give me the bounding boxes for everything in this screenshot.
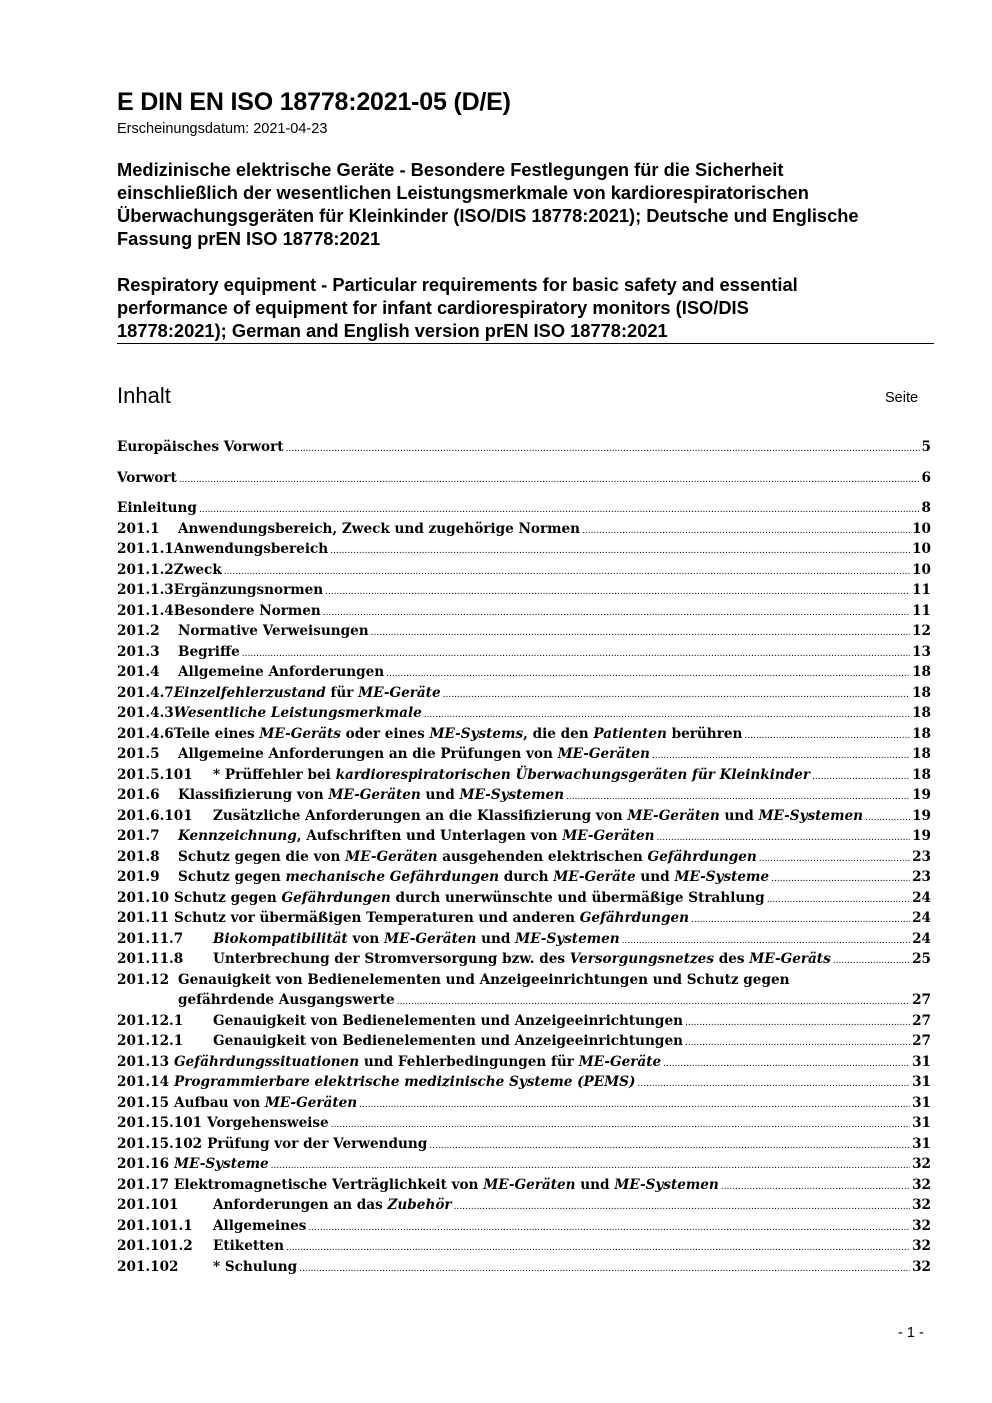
dot-leader	[663, 1054, 910, 1070]
toc-entry[interactable]	[117, 828, 931, 849]
toc-entry-page: 23	[912, 848, 931, 865]
toc-entry-number: 201.12.1	[117, 1012, 184, 1029]
toc-entry-title: Vorwort	[117, 469, 177, 486]
toc-entry-page: 31	[912, 1135, 931, 1152]
toc-entry-title-emphasis: Kennzeichnung	[178, 828, 297, 844]
toc-entry-title-part: durch unerwünschte und übermäßige Strahlung	[390, 889, 765, 906]
toc-entry-title-part: Zusätzliche Anforderungen an die Klassifizierung von	[213, 807, 628, 824]
toc-entry-title-part: Schutz gegen die von	[178, 848, 346, 865]
title-german-line: Überwachungsgeräten für Kleinkinder (ISO/DIS 18778:2021); Deutsche und Englische	[117, 205, 859, 226]
toc-entry-page: 27	[912, 1012, 931, 1029]
dot-leader	[812, 767, 910, 783]
toc-entry-title: Einleitung	[117, 500, 197, 516]
toc-entry-title	[174, 1054, 661, 1070]
toc-entry-page: 13	[912, 643, 931, 660]
toc-entry-number: 201.5.101	[117, 766, 193, 783]
toc-entry-title	[178, 828, 655, 844]
dot-leader	[771, 869, 910, 885]
toc-entry-title-part: , Aufschriften und Unterlagen von	[296, 828, 563, 844]
toc-entry-title: * Schulung	[213, 1258, 298, 1275]
toc-entry-number: 201.1.2	[117, 561, 174, 578]
title-german-line: Fassung prEN ISO 18778:2021	[117, 228, 381, 249]
toc-entry-title-part: des	[714, 951, 750, 967]
toc-entry-title-emphasis: Wesentliche Leistungsmerkmale	[173, 705, 422, 721]
dot-leader	[744, 726, 910, 742]
toc-entry-title-emphasis: ME-Geräten	[562, 828, 655, 844]
toc-entry-page: 27	[912, 1033, 931, 1049]
toc-entry-title: Prüfung vor der Verwendung	[207, 1135, 428, 1152]
toc-entry[interactable]	[117, 685, 931, 706]
dot-leader	[397, 992, 910, 1008]
toc-entry[interactable]	[117, 1013, 931, 1034]
toc-entry-page: 18	[912, 664, 931, 680]
toc-entry-title-part: von	[347, 930, 385, 947]
toc-entry-title-part: und	[420, 787, 460, 803]
toc-entry-number: 201.4.7	[117, 684, 174, 701]
toc-entry-title	[174, 705, 422, 721]
dot-leader	[359, 1095, 910, 1111]
toc-entry-title-emphasis: Zubehör	[387, 1197, 452, 1213]
toc-entry-title	[174, 685, 441, 701]
toc-entry-page: 18	[912, 705, 931, 721]
toc-entry-page: 12	[912, 623, 931, 639]
toc-entry-page: 31	[912, 1094, 931, 1111]
toc-entry[interactable]	[117, 541, 931, 562]
toc-entry[interactable]	[117, 1218, 931, 1239]
toc-entry-title-part: Allgemeine Anforderungen an die Prüfungen von	[178, 746, 558, 762]
dot-leader	[429, 1136, 910, 1152]
table-of-contents	[117, 439, 931, 1279]
toc-entry-number: 201.2	[117, 623, 160, 639]
dot-leader	[454, 1197, 911, 1213]
toc-entry-number: 201.9	[117, 869, 160, 885]
toc-entry[interactable]	[117, 644, 931, 665]
dot-leader	[691, 910, 910, 926]
toc-heading: Inhalt	[117, 383, 171, 408]
toc-entry-title-emphasis: Gefährdungssituationen	[174, 1053, 360, 1070]
dot-leader	[759, 849, 910, 865]
toc-entry-title-emphasis: ME-Geräten	[483, 1176, 576, 1193]
toc-entry-page: 8	[921, 500, 931, 516]
dot-leader	[386, 664, 910, 680]
toc-entry-number: 201.1.4	[117, 602, 174, 619]
dot-leader	[199, 500, 920, 516]
toc-entry[interactable]	[117, 562, 931, 583]
toc-entry[interactable]	[117, 951, 931, 972]
toc-entry[interactable]	[117, 1136, 931, 1157]
toc-entry-number: 201.15.102	[117, 1135, 203, 1152]
toc-entry-number: 201.12	[117, 971, 170, 988]
toc-entry-title-emphasis: Gefährdungen	[647, 848, 757, 865]
toc-entry-title-part: Elektromagnetische Verträglichkeit von	[174, 1176, 484, 1193]
toc-entry-title-part: für	[325, 684, 359, 701]
toc-entry-number: 201.12.1	[117, 1033, 184, 1049]
toc-entry-number: 201.15.101	[117, 1115, 203, 1131]
page-number: - 1 -	[898, 1325, 924, 1341]
toc-entry-title: Anwendungsbereich	[173, 541, 329, 557]
toc-entry-title: Besondere Normen	[173, 602, 321, 619]
toc-entry-number: 201.4	[117, 664, 160, 680]
toc-entry-title-part: berühren	[666, 725, 743, 742]
dot-leader	[331, 1115, 910, 1131]
toc-entry-number: 201.11.8	[117, 951, 184, 967]
toc-entry-title-part: und	[719, 807, 759, 824]
toc-entry-title	[174, 1156, 269, 1172]
toc-entry-title-part: , die den	[523, 725, 594, 742]
toc-entry-title	[174, 1177, 719, 1193]
toc-entry-number: 201.101.2	[117, 1238, 193, 1254]
toc-entry-title	[213, 767, 810, 783]
toc-entry-title	[174, 910, 689, 926]
toc-entry-number: 201.101	[117, 1197, 179, 1213]
toc-entry-title-part: Schutz vor übermäßigen Temperaturen und anderen	[174, 910, 580, 926]
toc-entry-number: 201.10	[117, 889, 170, 906]
toc-entry-number: 201.15	[117, 1094, 170, 1111]
toc-entry-title: Normative Verweisungen	[178, 623, 369, 639]
toc-entry-title-emphasis: ME-Systemen	[459, 787, 565, 803]
toc-entry-page: 31	[912, 1115, 931, 1131]
dot-leader	[323, 603, 910, 619]
dot-leader	[286, 1238, 910, 1254]
toc-entry-title-part: ausgehenden elektrischen	[437, 848, 648, 865]
toc-entry-title-part: und Fehlerbedingungen für	[359, 1053, 579, 1070]
toc-entry-title: Allgemeine Anforderungen	[178, 664, 385, 680]
toc-entry-title: Vorgehensweise	[207, 1115, 329, 1131]
dot-leader	[685, 1033, 910, 1049]
dot-leader	[721, 1177, 910, 1193]
toc-entry-title	[213, 808, 863, 824]
toc-entry-number: 201.101.1	[117, 1217, 193, 1234]
toc-entry[interactable]	[117, 1177, 931, 1198]
toc-entry-title-emphasis: ME-Systeme	[174, 1156, 269, 1172]
toc-entry-title-part: Klassifizierung von	[178, 787, 329, 803]
toc-entry-page: 25	[912, 951, 931, 967]
toc-entry[interactable]	[117, 726, 931, 747]
toc-entry[interactable]	[117, 1054, 931, 1075]
toc-entry-title-part: oder eines	[340, 725, 430, 742]
toc-entry-page: 24	[912, 910, 931, 926]
toc-entry-title-emphasis: ME-Geräte	[553, 869, 636, 885]
toc-entry-title-emphasis: ME-Geräten	[264, 1094, 358, 1111]
toc-entry-title: Zweck	[173, 561, 222, 578]
dot-leader	[566, 787, 910, 803]
title-german-line: einschließlich der wesentlichen Leistungsmerkmale von kardiorespiratorischen	[117, 182, 809, 203]
toc-entry-page: 6	[921, 469, 931, 486]
dot-leader	[424, 705, 910, 721]
toc-entry-number: 201.16	[117, 1156, 170, 1172]
toc-entry-page: 18	[912, 766, 931, 783]
toc-entry-title	[174, 1074, 635, 1090]
toc-entry-title	[174, 890, 765, 906]
toc-entry[interactable]	[117, 1115, 931, 1136]
title-english-line: 18778:2021); German and English version prEN ISO 18778:2021	[117, 320, 668, 341]
toc-entry-number: 201.6	[117, 787, 160, 803]
toc-entry-title: Anwendungsbereich, Zweck und zugehörige Normen	[178, 520, 581, 537]
toc-entry-number: 201.7	[117, 828, 160, 844]
toc-entry-page: 5	[921, 439, 931, 455]
toc-entry-title: Europäisches Vorwort	[117, 439, 284, 455]
toc-entry-title-emphasis: Gefährdungen	[281, 889, 391, 906]
toc-entry-number: 201.102	[117, 1258, 179, 1275]
toc-entry-title-emphasis: mechanische Gefährdungen	[285, 869, 500, 885]
title-english-line: Respiratory equipment - Particular requirements for basic safety and essential	[117, 274, 798, 295]
toc-entry[interactable]	[117, 470, 931, 491]
toc-entry-title: Allgemeines	[213, 1217, 307, 1234]
toc-entry-title-emphasis: ME-Systems	[429, 725, 524, 742]
dot-leader	[308, 1218, 910, 1234]
title-german	[117, 158, 947, 250]
dot-leader	[330, 541, 910, 557]
toc-entry-number: 201.1	[117, 520, 160, 537]
toc-entry-page: 27	[912, 992, 931, 1008]
toc-entry-title: Genauigkeit von Bedienelementen und Anzeigeeinrichtungen	[213, 1012, 683, 1029]
toc-entry[interactable]	[117, 869, 931, 890]
title-divider	[117, 343, 934, 344]
toc-entry-number: 201.3	[117, 643, 160, 660]
toc-entry-title	[213, 951, 831, 967]
toc-entry-title-emphasis: kardiorespiratorischen Überwachungsgeräten für Kleinkinder	[335, 766, 811, 783]
toc-entry-title-emphasis: ME-Systemen	[515, 930, 620, 947]
toc-entry-number: 201.1.3	[117, 582, 174, 598]
toc-entry-title-emphasis: ME-Geräten	[627, 807, 720, 824]
toc-entry-title	[174, 726, 743, 742]
toc-entry-page: 31	[912, 1074, 931, 1090]
toc-entry-title: Ergänzungsnormen	[173, 582, 324, 598]
toc-entry[interactable]	[117, 767, 931, 788]
toc-entry[interactable]	[117, 890, 931, 911]
dot-leader	[179, 470, 920, 486]
toc-entry-page: 10	[912, 520, 931, 537]
toc-entry[interactable]	[117, 931, 931, 952]
toc-entry-page: 10	[912, 561, 931, 578]
toc-entry-title-emphasis: Patienten	[593, 725, 667, 742]
dot-leader	[685, 1013, 910, 1029]
document-id: E DIN EN ISO 18778:2021-05 (D/E)	[117, 88, 511, 116]
toc-entry-title: Begriffe	[178, 643, 240, 660]
toc-entry[interactable]	[117, 1197, 931, 1218]
toc-entry-title-part: und	[635, 869, 675, 885]
toc-entry-title-emphasis: ME-Geräten	[557, 746, 650, 762]
toc-entry-title-emphasis: ME-Geräts	[259, 725, 341, 742]
toc-entry-title	[178, 746, 650, 762]
dot-leader	[652, 746, 910, 762]
dot-leader	[767, 890, 910, 906]
toc-entry[interactable]	[117, 623, 931, 644]
toc-entry-title	[178, 849, 757, 865]
dot-leader	[865, 808, 910, 824]
toc-entry[interactable]	[117, 603, 931, 624]
dot-leader	[224, 562, 910, 578]
toc-entry-number: 201.17	[117, 1176, 170, 1193]
toc-entry-title-part: Anforderungen an das	[213, 1197, 388, 1213]
toc-entry-title	[178, 787, 564, 803]
toc-entry-number: 201.4.3	[117, 705, 174, 721]
toc-entry-title	[178, 869, 769, 885]
toc-entry-title-part: Unterbrechung der Stromversorgung bzw. des	[213, 951, 570, 967]
toc-entry-page: 32	[912, 1176, 931, 1193]
toc-entry-title-emphasis: Biokompatibilität	[213, 930, 348, 947]
toc-entry[interactable]	[117, 439, 931, 460]
dot-leader	[271, 1156, 910, 1172]
toc-entry-number: 201.5	[117, 746, 160, 762]
dot-leader	[299, 1259, 910, 1275]
toc-entry-title-emphasis: ME-Geräten	[384, 930, 477, 947]
toc-entry-title	[213, 1197, 452, 1213]
dot-leader	[325, 582, 910, 598]
toc-entry-title-emphasis: ME-Geräten	[328, 787, 421, 803]
toc-entry-title: Genauigkeit von Bedienelementen und Anzeigeeinrichtungen und Schutz gegen	[178, 971, 790, 988]
toc-entry-number: 201.11.7	[117, 930, 184, 947]
title-english	[117, 273, 947, 342]
toc-entry-title-part: und	[476, 930, 516, 947]
toc-entry-page: 32	[912, 1156, 931, 1172]
toc-entry-title-part: Schutz gegen	[178, 869, 286, 885]
toc-entry-title-part: durch	[499, 869, 554, 885]
dot-leader	[657, 828, 911, 844]
toc-entry[interactable]	[117, 1074, 931, 1095]
toc-entry-number: 201.11	[117, 910, 170, 926]
toc-entry-title-part: * Prüffehler bei	[213, 766, 336, 783]
toc-entry-title-emphasis: ME-Systemen	[758, 807, 863, 824]
dot-leader	[443, 685, 910, 701]
toc-entry-title	[174, 1095, 357, 1111]
toc-entry[interactable]	[117, 500, 931, 521]
title-german-line: Medizinische elektrische Geräte - Besondere Festlegungen für die Sicherheit	[117, 159, 784, 180]
toc-page-label: Seite	[885, 390, 919, 406]
toc-entry-title-emphasis: ME-Geräte	[578, 1053, 662, 1070]
toc-entry[interactable]	[117, 910, 931, 931]
toc-entry-number: 201.4.6	[117, 725, 174, 742]
dot-leader	[582, 521, 910, 537]
toc-entry-number: 201.6.101	[117, 807, 193, 824]
toc-entry[interactable]	[117, 1033, 931, 1054]
toc-entry-page: 19	[912, 807, 931, 824]
dot-leader	[242, 644, 910, 660]
toc-entry-title: gefährdende Ausgangswerte	[178, 992, 395, 1008]
dot-leader	[637, 1074, 910, 1090]
toc-entry[interactable]	[117, 705, 931, 726]
dot-leader	[622, 931, 910, 947]
toc-entry-title-emphasis: ME-Systemen	[614, 1176, 719, 1193]
toc-entry-number: 201.1.1	[117, 541, 174, 557]
toc-entry-page: 11	[912, 602, 931, 619]
toc-entry-page: 32	[912, 1258, 931, 1275]
toc-entry-page: 11	[912, 582, 931, 598]
toc-entry-page: 24	[912, 889, 931, 906]
toc-entry[interactable]	[117, 808, 931, 829]
toc-entry[interactable]	[117, 664, 931, 685]
toc-entry-number: 201.8	[117, 848, 160, 865]
toc-entry-number: 201.14	[117, 1074, 170, 1090]
toc-entry-title-emphasis: ME-Geräten	[345, 848, 438, 865]
toc-entry-title-emphasis: Einzelfehlerzustand	[173, 684, 326, 701]
toc-entry[interactable]	[117, 521, 931, 542]
toc-entry-title: Etiketten	[213, 1238, 284, 1254]
toc-entry-page: 32	[912, 1217, 931, 1234]
toc-entry[interactable]	[117, 849, 931, 870]
toc-entry-title-emphasis: Programmierbare elektrische medizinische Systeme (PEMS)	[174, 1074, 636, 1090]
toc-entry-title-emphasis: Gefährdungen	[579, 910, 689, 926]
toc-entry-page: 18	[912, 725, 931, 742]
toc-entry[interactable]	[117, 582, 931, 603]
toc-entry-title-emphasis: Versorgungsnetzes	[569, 951, 714, 967]
toc-entry-page: 32	[912, 1197, 931, 1213]
toc-entry-title-part: Aufbau von	[174, 1094, 265, 1111]
toc-entry-title-emphasis: ME-Systeme	[674, 869, 770, 885]
toc-entry-title	[213, 931, 620, 947]
toc-entry-page: 32	[912, 1238, 931, 1254]
toc-entry-title-emphasis: ME-Geräts	[749, 951, 831, 967]
toc-entry[interactable]	[117, 1095, 931, 1116]
dot-leader	[833, 951, 910, 967]
toc-entry-page: 10	[912, 541, 931, 557]
toc-entry-page: 23	[912, 869, 931, 885]
toc-entry[interactable]	[117, 1156, 931, 1177]
dot-leader	[371, 623, 910, 639]
toc-entry-title-part: Schutz gegen	[174, 889, 282, 906]
toc-entry-page: 31	[912, 1053, 931, 1070]
toc-entry-page: 19	[912, 787, 931, 803]
dot-leader	[286, 439, 920, 455]
toc-entry-page: 18	[912, 684, 931, 701]
toc-entry[interactable]	[117, 746, 931, 767]
toc-entry[interactable]	[117, 1259, 931, 1280]
toc-entry[interactable]	[117, 1238, 931, 1259]
toc-entry-number: 201.13	[117, 1053, 170, 1070]
toc-entry-page: 24	[912, 930, 931, 947]
toc-entry-page: 19	[912, 828, 931, 844]
toc-entry[interactable]	[117, 972, 931, 1013]
toc-entry-title: Genauigkeit von Bedienelementen und Anzeigeeinrichtungen	[213, 1033, 683, 1049]
title-english-line: performance of equipment for infant cardiorespiratory monitors (ISO/DIS	[117, 297, 749, 318]
toc-entry-title-part: Teile eines	[173, 725, 260, 742]
publication-date: Erscheinungsdatum: 2021-04-23	[117, 121, 328, 137]
toc-entry-page: 18	[912, 746, 931, 762]
toc-entry-title-part: und	[575, 1176, 615, 1193]
toc-entry-title-emphasis: ME-Geräte	[358, 684, 441, 701]
toc-entry[interactable]	[117, 787, 931, 808]
